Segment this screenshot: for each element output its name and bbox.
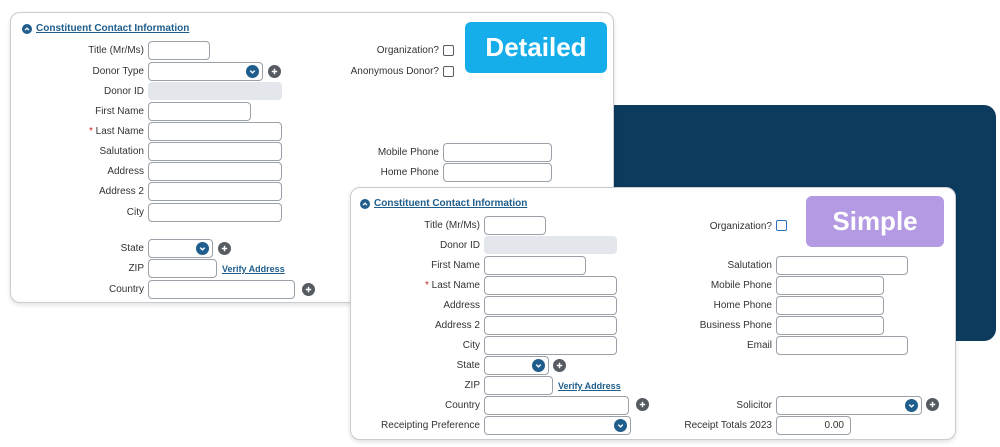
simple-donor-id-field [484,236,617,254]
simple-solicitor-select[interactable] [776,396,922,415]
simple-state-select[interactable] [484,356,549,375]
simple-salutation-label: Salutation [727,260,772,271]
required-mark: * [424,280,429,291]
simple-home-phone-input[interactable] [776,296,884,315]
chevron-down-icon [246,65,259,78]
detailed-address2-label: Address 2 [98,186,144,197]
detailed-donor-type-add-button[interactable] [268,65,281,78]
detailed-home-phone-label: Home Phone [380,167,439,178]
simple-zip-label: ZIP [464,380,480,391]
detailed-country-input[interactable] [148,280,295,299]
detailed-mobile-phone-input[interactable] [443,143,552,162]
simple-address2-label: Address 2 [434,320,480,331]
chevron-up-icon [22,24,32,34]
chevron-down-icon [905,399,918,412]
chevron-down-icon [614,419,627,432]
plus-icon [270,67,279,76]
simple-first-name-label: First Name [431,260,480,271]
simple-city-label: City [462,340,480,351]
simple-mobile-phone-input[interactable] [776,276,884,295]
simple-address-label: Address [443,300,480,311]
simple-organization-label: Organization? [709,221,772,232]
detailed-title-label: Title (Mr/Ms) [88,45,144,56]
detailed-mobile-phone-label: Mobile Phone [377,147,439,158]
simple-address2-input[interactable] [484,316,617,335]
detailed-salutation-label: Salutation [99,146,144,157]
simple-state-label: State [456,360,480,371]
detailed-title-input[interactable] [148,41,210,60]
detailed-country-label: Country [108,284,144,295]
simple-organization-checkbox[interactable] [776,220,787,231]
simple-solicitor-add-button[interactable] [926,398,939,411]
simple-section-title: Constituent Contact Information [374,198,528,209]
required-mark: * [88,126,93,137]
simple-business-phone-input[interactable] [776,316,884,335]
detailed-verify-address-link[interactable]: Verify Address [222,264,285,274]
plus-icon [220,244,229,253]
detailed-organization-label: Organization? [376,45,439,56]
detailed-anonymous-checkbox[interactable] [443,66,454,77]
simple-title-input[interactable] [484,216,546,235]
detailed-country-add-button[interactable] [302,283,315,296]
simple-address-input[interactable] [484,296,617,315]
detailed-last-name-label: * Last Name [88,126,144,137]
chevron-down-icon [532,359,545,372]
detailed-address-label: Address [107,166,144,177]
detailed-address2-input[interactable] [148,182,282,201]
detailed-first-name-label: First Name [95,106,144,117]
simple-first-name-input[interactable] [484,256,586,275]
simple-city-input[interactable] [484,336,617,355]
simple-business-phone-label: Business Phone [699,320,772,331]
detailed-section-toggle[interactable] [22,23,189,34]
chevron-down-icon [196,242,209,255]
simple-last-name-label: * Last Name [424,280,480,291]
detailed-organization-checkbox[interactable] [443,45,454,56]
detailed-zip-input[interactable] [148,259,217,278]
detailed-last-name-input[interactable] [148,122,282,141]
detailed-section-title: Constituent Contact Information [36,23,190,34]
detailed-city-label: City [126,207,144,218]
simple-email-label: Email [746,340,772,351]
detailed-state-select[interactable] [148,239,213,258]
detailed-donor-type-label: Donor Type [92,66,144,77]
simple-badge: Simple [806,196,944,247]
simple-verify-address-link[interactable]: Verify Address [558,381,621,391]
detailed-address-input[interactable] [148,162,282,181]
detailed-donor-id-label: Donor ID [103,86,144,97]
simple-home-phone-label: Home Phone [713,300,772,311]
simple-country-add-button[interactable] [636,398,649,411]
simple-section-toggle[interactable] [360,198,527,209]
simple-last-name-input[interactable] [484,276,617,295]
simple-country-input[interactable] [484,396,629,415]
plus-icon [304,285,313,294]
chevron-up-icon [360,199,370,209]
detailed-anonymous-label: Anonymous Donor? [350,66,439,77]
detailed-donor-id-field [148,82,282,100]
simple-zip-input[interactable] [484,376,553,395]
simple-email-input[interactable] [776,336,908,355]
simple-receipting-preference-select[interactable] [484,416,631,435]
detailed-state-add-button[interactable] [218,242,231,255]
simple-state-add-button[interactable] [553,359,566,372]
detailed-zip-label: ZIP [128,263,144,274]
detailed-salutation-input[interactable] [148,142,282,161]
plus-icon [928,400,937,409]
detailed-donor-type-select[interactable] [148,62,263,81]
detailed-city-input[interactable] [148,203,282,222]
simple-mobile-phone-label: Mobile Phone [710,280,772,291]
simple-donor-id-label: Donor ID [439,240,480,251]
detailed-state-label: State [120,243,144,254]
simple-solicitor-label: Solicitor [736,400,772,411]
simple-receipt-totals-input[interactable]: 0.00 [776,416,851,435]
plus-icon [638,400,647,409]
simple-salutation-input[interactable] [776,256,908,275]
detailed-badge: Detailed [465,22,607,73]
detailed-first-name-input[interactable] [148,102,251,121]
plus-icon [555,361,564,370]
simple-country-label: Country [444,400,480,411]
detailed-home-phone-input[interactable] [443,163,552,182]
simple-title-label: Title (Mr/Ms) [424,220,480,231]
simple-receipt-totals-label: Receipt Totals 2023 [684,420,772,431]
simple-receipting-preference-label: Receipting Preference [381,420,480,431]
